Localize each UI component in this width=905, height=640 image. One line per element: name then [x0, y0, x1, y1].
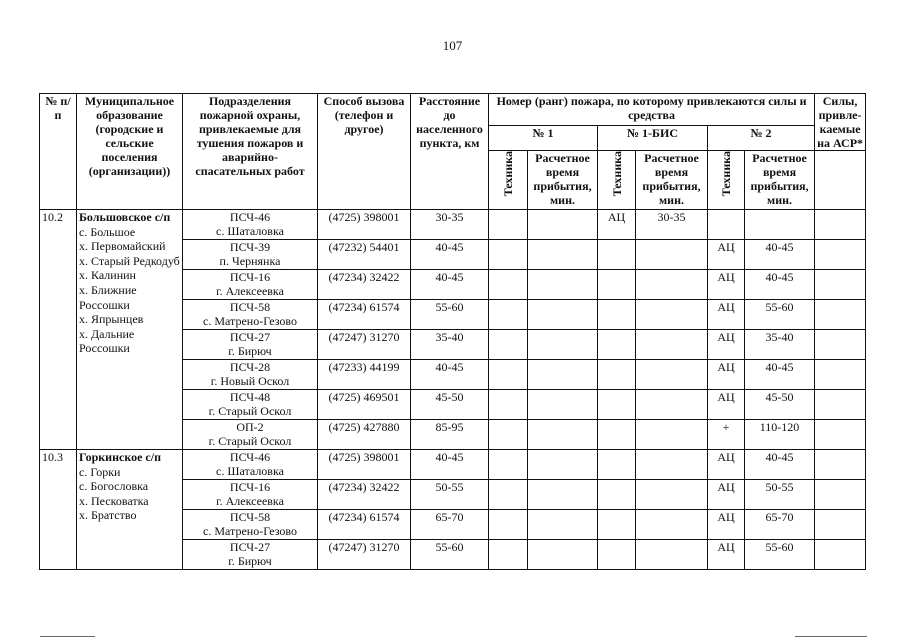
page-number: 107	[442, 38, 463, 53]
tech-rank1-cell	[489, 210, 528, 240]
header-arrival-1bis: Расчетное время прибытия, мин.	[636, 151, 708, 210]
tech-rank1bis-cell	[598, 360, 636, 390]
fire-unit-place: г. Новый Оскол	[210, 374, 290, 388]
fire-unit-name: ПСЧ-27	[229, 330, 271, 344]
tech-rank1bis-cell	[598, 510, 636, 540]
tech-rank2-cell: АЦ	[708, 390, 745, 420]
header-num: № п/п	[40, 94, 77, 210]
fire-unit-cell	[183, 480, 318, 510]
fire-unit-place: г. Алексеевка	[216, 284, 284, 298]
fire-unit-name: ПСЧ-46	[229, 210, 271, 224]
fire-unit-cell	[183, 300, 318, 330]
fire-unit-cell	[183, 510, 318, 540]
phone-cell: (4725) 427880	[318, 420, 411, 450]
fire-unit-cell	[183, 540, 318, 570]
arrival-rank2-cell: 40-45	[745, 270, 815, 300]
distance-cell: 35-40	[411, 330, 489, 360]
arrival-rank2-cell: 55-60	[745, 540, 815, 570]
tech-rank1bis-cell	[598, 240, 636, 270]
arrival-rank1bis-cell: 30-35	[636, 210, 708, 240]
tech-rank2-cell: АЦ	[708, 540, 745, 570]
fire-unit-place: с. Шаталовка	[216, 224, 284, 238]
tech-rank1-cell	[489, 270, 528, 300]
tech-rank1bis-cell	[598, 270, 636, 300]
tech-rank2-cell: АЦ	[708, 450, 745, 480]
header-asr: Силы, привле-каемые на АСР*	[815, 94, 866, 151]
tech-rank1bis-cell	[598, 420, 636, 450]
distance-cell: 55-60	[411, 540, 489, 570]
table-row	[40, 210, 866, 240]
tech-rank1-cell	[489, 510, 528, 540]
arrival-rank1bis-cell	[636, 540, 708, 570]
fire-unit-place: с. Матрено-Гезово	[203, 524, 297, 538]
arrival-rank2-cell: 55-60	[745, 300, 815, 330]
fire-unit-place: с. Матрено-Гезово	[203, 314, 297, 328]
bottom-rule-left	[40, 636, 95, 637]
arrival-rank1-cell	[528, 390, 598, 420]
header-tech-1: Техника	[489, 151, 528, 210]
header-distance: Расстояние до населенного пункта, км	[411, 94, 489, 210]
arrival-rank1-cell	[528, 300, 598, 330]
tech-rank2-cell: АЦ	[708, 480, 745, 510]
settlements-list: с. Горки с. Богословка х. Песковатка х. Братство	[79, 464, 149, 523]
arrival-rank2-cell: 40-45	[745, 450, 815, 480]
phone-cell: (47233) 44199	[318, 360, 411, 390]
asr-cell	[815, 510, 866, 540]
tech-rank2-cell: АЦ	[708, 270, 745, 300]
header-rank-1bis: № 1-БИС	[598, 125, 708, 150]
asr-cell	[815, 240, 866, 270]
phone-cell: (47232) 54401	[318, 240, 411, 270]
fire-forces-table	[39, 93, 866, 570]
table-row	[40, 450, 866, 480]
asr-cell	[815, 450, 866, 480]
asr-cell	[815, 540, 866, 570]
fire-unit-cell	[183, 390, 318, 420]
arrival-rank1bis-cell	[636, 240, 708, 270]
asr-cell	[815, 300, 866, 330]
tech-rank1-cell	[489, 450, 528, 480]
fire-unit-name: ПСЧ-16	[229, 270, 271, 284]
header-tech-2: Техника	[708, 151, 745, 210]
arrival-rank1bis-cell	[636, 480, 708, 510]
row-number: 10.3	[40, 450, 77, 570]
fire-unit-cell	[183, 330, 318, 360]
asr-cell	[815, 480, 866, 510]
tech-rank1-cell	[489, 330, 528, 360]
distance-cell: 40-45	[411, 270, 489, 300]
fire-unit-place: г. Бирюч	[228, 554, 272, 568]
municipality-name: Большовское с/п	[79, 210, 171, 224]
header-units: Подразделения пожарной охраны, привлекаемые для тушения пожаров и аварийно-спасательных работ	[183, 94, 318, 210]
phone-cell: (4725) 398001	[318, 210, 411, 240]
fire-unit-name: ПСЧ-27	[229, 540, 271, 554]
distance-cell: 50-55	[411, 480, 489, 510]
tech-rank2-cell: АЦ	[708, 240, 745, 270]
phone-cell: (47247) 31270	[318, 540, 411, 570]
arrival-rank2-cell: 65-70	[745, 510, 815, 540]
arrival-rank2-cell: 40-45	[745, 360, 815, 390]
tech-rank1-cell	[489, 300, 528, 330]
arrival-rank1-cell	[528, 360, 598, 390]
fire-unit-cell	[183, 360, 318, 390]
distance-cell: 85-95	[411, 420, 489, 450]
header-arrival-1: Расчетное время прибытия, мин.	[528, 151, 598, 210]
fire-unit-cell	[183, 210, 318, 240]
arrival-rank1-cell	[528, 270, 598, 300]
arrival-rank1bis-cell	[636, 510, 708, 540]
tech-rank1-cell	[489, 420, 528, 450]
distance-cell: 55-60	[411, 300, 489, 330]
fire-unit-name: ПСЧ-28	[229, 360, 271, 374]
header-call-method: Способ вызова (телефон и другое)	[318, 94, 411, 210]
bottom-rule-right	[795, 636, 867, 637]
distance-cell: 45-50	[411, 390, 489, 420]
header-arrival-2: Расчетное время прибытия, мин.	[745, 151, 815, 210]
arrival-rank1-cell	[528, 330, 598, 360]
fire-unit-place: г. Алексеевка	[216, 494, 284, 508]
fire-unit-place: г. Старый Оскол	[208, 434, 292, 448]
phone-cell: (47234) 32422	[318, 270, 411, 300]
arrival-rank1-cell	[528, 210, 598, 240]
distance-cell: 40-45	[411, 450, 489, 480]
fire-unit-place: г. Бирюч	[228, 344, 272, 358]
phone-cell: (47234) 32422	[318, 480, 411, 510]
arrival-rank2-cell: 40-45	[745, 240, 815, 270]
tech-rank1bis-cell	[598, 540, 636, 570]
asr-cell	[815, 420, 866, 450]
arrival-rank1bis-cell	[636, 270, 708, 300]
asr-cell	[815, 270, 866, 300]
arrival-rank2-cell: 50-55	[745, 480, 815, 510]
tech-rank1bis-cell	[598, 450, 636, 480]
arrival-rank1bis-cell	[636, 300, 708, 330]
distance-cell: 30-35	[411, 210, 489, 240]
tech-rank1bis-cell	[598, 390, 636, 420]
tech-rank2-cell: +	[708, 420, 745, 450]
fire-unit-name: ПСЧ-48	[229, 390, 271, 404]
tech-rank2-cell	[708, 210, 745, 240]
arrival-rank1-cell	[528, 240, 598, 270]
header-rank-2: № 2	[708, 125, 815, 150]
header-rank-1: № 1	[489, 125, 598, 150]
header-fire-rank: Номер (ранг) пожара, по которому привлекаются силы и средства	[489, 94, 815, 126]
distance-cell: 40-45	[411, 360, 489, 390]
fire-unit-name: ПСЧ-58	[229, 300, 271, 314]
asr-cell	[815, 330, 866, 360]
tech-rank1-cell	[489, 360, 528, 390]
arrival-rank1bis-cell	[636, 450, 708, 480]
arrival-rank1-cell	[528, 420, 598, 450]
arrival-rank2-cell	[745, 210, 815, 240]
tech-rank1-cell	[489, 240, 528, 270]
distance-cell: 65-70	[411, 510, 489, 540]
tech-rank1bis-cell	[598, 480, 636, 510]
arrival-rank2-cell: 45-50	[745, 390, 815, 420]
phone-cell: (4725) 469501	[318, 390, 411, 420]
fire-unit-cell	[183, 240, 318, 270]
arrival-rank1bis-cell	[636, 420, 708, 450]
settlements-list: с. Большое х. Первомайский х. Старый Редкодуб х. Калинин х. Ближние Россошки х. Япрынцев х. Дальние Россошки	[79, 224, 180, 356]
tech-rank2-cell: АЦ	[708, 330, 745, 360]
fire-unit-place: п. Чернянка	[219, 254, 281, 268]
fire-unit-place: г. Старый Оскол	[208, 404, 292, 418]
fire-unit-name: ПСЧ-46	[229, 450, 271, 464]
fire-unit-cell	[183, 450, 318, 480]
arrival-rank1-cell	[528, 510, 598, 540]
tech-rank2-cell: АЦ	[708, 300, 745, 330]
tech-rank1bis-cell	[598, 300, 636, 330]
fire-unit-name: ПСЧ-16	[229, 480, 271, 494]
municipality-name: Горкинское с/п	[79, 450, 161, 464]
asr-cell	[815, 210, 866, 240]
fire-unit-name: ПСЧ-58	[229, 510, 271, 524]
header-municipality: Муниципальное образование (городские и сельские поселения (организации))	[77, 94, 183, 210]
tech-rank2-cell: АЦ	[708, 360, 745, 390]
fire-unit-name: ОП-2	[236, 420, 264, 434]
arrival-rank1bis-cell	[636, 390, 708, 420]
municipality-cell	[77, 210, 183, 450]
phone-cell: (47234) 61574	[318, 510, 411, 540]
arrival-rank1bis-cell	[636, 360, 708, 390]
asr-cell	[815, 360, 866, 390]
tech-rank1-cell	[489, 480, 528, 510]
arrival-rank2-cell: 110-120	[745, 420, 815, 450]
fire-unit-place: с. Шаталовка	[216, 464, 284, 478]
arrival-rank1-cell	[528, 540, 598, 570]
municipality-cell	[77, 450, 183, 570]
fire-unit-cell	[183, 270, 318, 300]
asr-cell	[815, 390, 866, 420]
tech-rank1bis-cell: АЦ	[598, 210, 636, 240]
tech-rank2-cell: АЦ	[708, 510, 745, 540]
arrival-rank1-cell	[528, 480, 598, 510]
tech-rank1-cell	[489, 540, 528, 570]
tech-rank1-cell	[489, 390, 528, 420]
distance-cell: 40-45	[411, 240, 489, 270]
fire-unit-cell	[183, 420, 318, 450]
tech-rank1bis-cell	[598, 330, 636, 360]
fire-unit-name: ПСЧ-39	[229, 240, 271, 254]
row-number: 10.2	[40, 210, 77, 450]
phone-cell: (4725) 398001	[318, 450, 411, 480]
header-asr-empty	[815, 151, 866, 210]
phone-cell: (47234) 61574	[318, 300, 411, 330]
header-tech-1bis: Техника	[598, 151, 636, 210]
arrival-rank1-cell	[528, 450, 598, 480]
arrival-rank2-cell: 35-40	[745, 330, 815, 360]
phone-cell: (47247) 31270	[318, 330, 411, 360]
arrival-rank1bis-cell	[636, 330, 708, 360]
